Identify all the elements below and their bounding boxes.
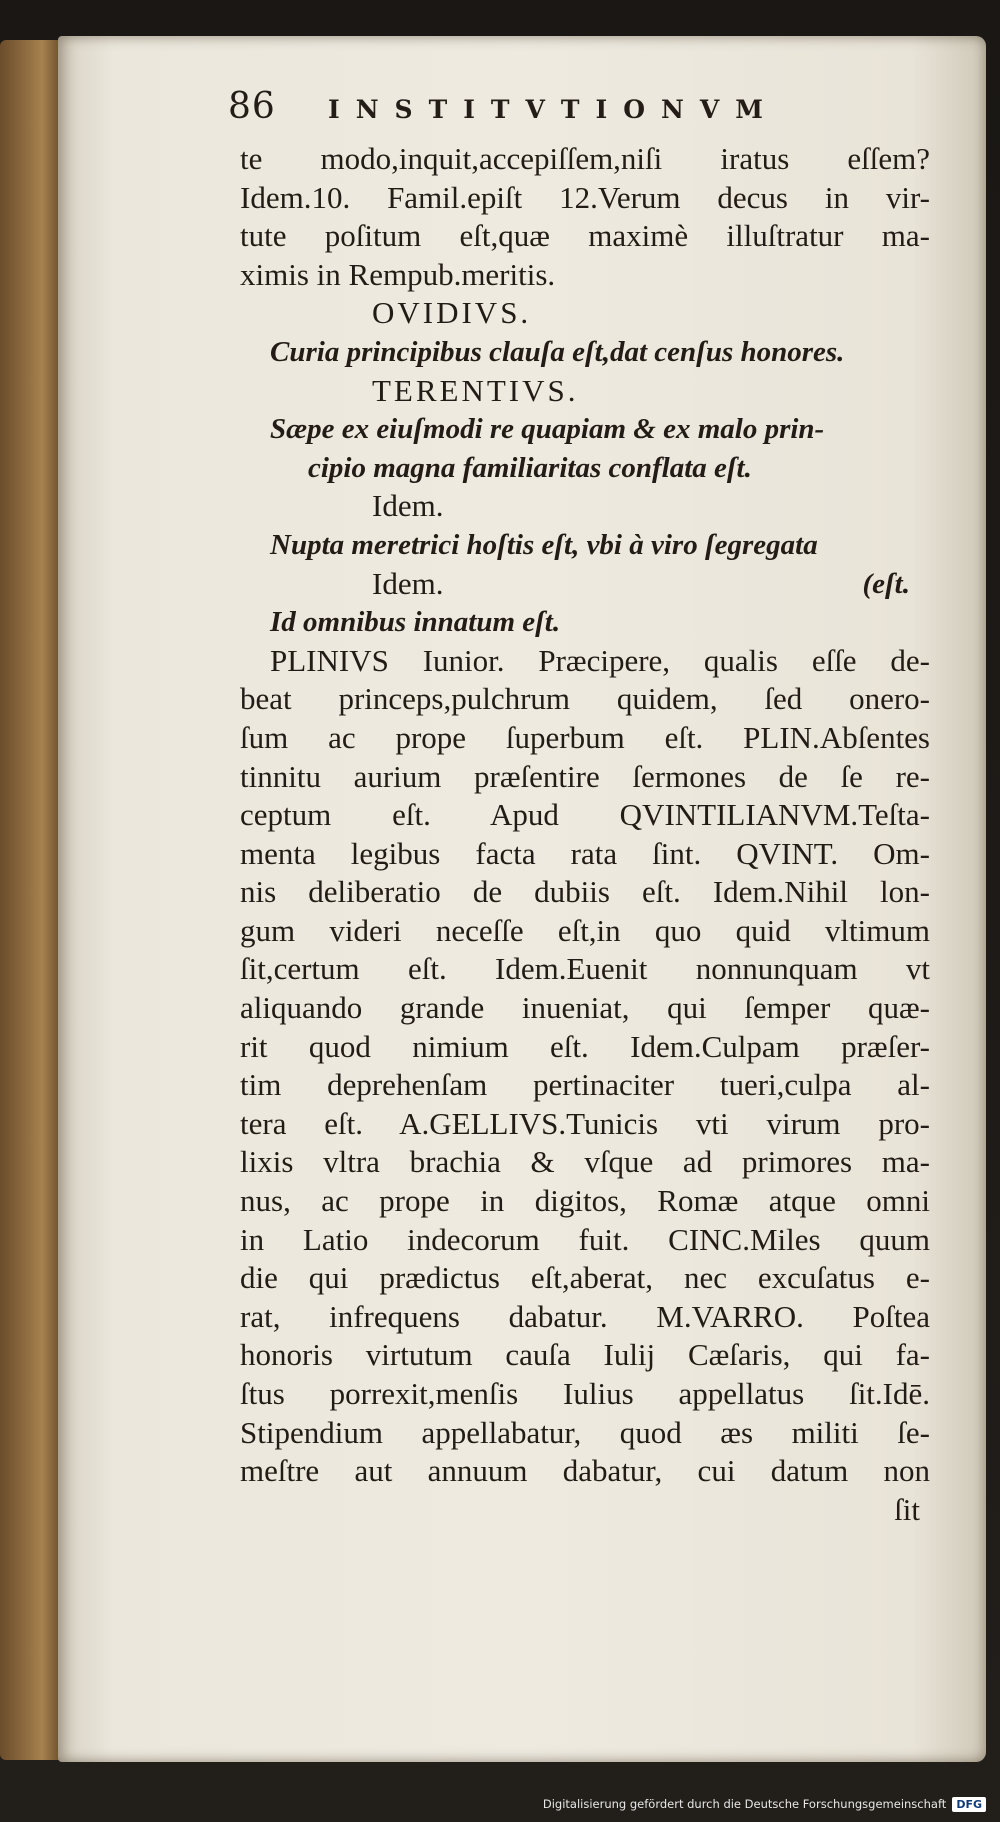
- running-title: INSTITVTIONVM: [328, 95, 779, 124]
- text-line: beat princeps,pulchrum quidem, ſed onero-: [240, 681, 930, 717]
- text-line: ſum ac prope ſuperbum eſt. PLIN.Abſentes: [240, 719, 930, 755]
- author-heading: TERENTIVS.: [372, 372, 579, 408]
- dfg-logo: DFG: [952, 1797, 986, 1812]
- text-line: ſtus porrexit,menſis Iulius appellatus ſit.Idē.: [240, 1376, 930, 1411]
- quotation-line: Curia principibus clauſa eſt,dat cenſus honores.: [270, 335, 845, 368]
- digitization-footer: [543, 1792, 986, 1816]
- quotation-line: Id omnibus innatum eſt.: [270, 606, 561, 639]
- text-line: tim deprehenſam pertinaciter tueri,culpa al-: [240, 1067, 930, 1103]
- text-line: lixis vltra brachia & vſque ad primores ma-: [240, 1144, 930, 1180]
- author-heading: Idem.: [372, 488, 444, 524]
- text-line: nus, ac prope in digitos, Romæ atque omni: [240, 1183, 930, 1219]
- text-line: aliquando grande inueniat, qui ſemper quæ-: [240, 990, 930, 1026]
- author-heading: [240, 565, 930, 604]
- text-line: tute poſitum eſt,quæ maximè illuſtratur ma-: [240, 218, 930, 254]
- author-heading: OVIDIVS.: [372, 295, 532, 331]
- turnover-fragment: (eſt.: [862, 567, 910, 600]
- text-line: ſit,certum eſt. Idem.Euenit nonnunquam vt: [240, 951, 930, 987]
- footer-credit: Digitalisierung gefördert durch die Deutsche Forschungsgemeinschaft: [542, 1797, 947, 1811]
- text-line: PLINIVS Iunior. Præcipere, qualis eſſe de-: [270, 642, 930, 678]
- body-text: [240, 140, 930, 1529]
- text-line: die qui prædictus eſt,aberat, nec excuſatus e-: [240, 1260, 930, 1296]
- text-line: te modo,inquit,accepiſſem,niſi iratus eſſem?: [240, 141, 930, 176]
- text-line: tinnitu aurium præſentire ſermones de ſe re-: [240, 758, 930, 794]
- text-line: rit quod nimium eſt. Idem.Culpam præſer-: [240, 1028, 930, 1064]
- text-line: tera eſt. A.GELLIVS.Tunicis vti virum pro-: [240, 1105, 930, 1141]
- catchword: ſit: [894, 1491, 920, 1527]
- text-line: menta legibus facta rata ſint. QVINT. Om-: [240, 835, 930, 871]
- text-line: meſtre aut annuum dabatur, cui datum non: [240, 1453, 930, 1489]
- text-line: honoris virtutum cauſa Iulij Cæſaris, qui fa-: [240, 1337, 930, 1373]
- author-name: Idem.: [372, 565, 444, 601]
- text-line: ceptum eſt. Apud QVINTILIANVM.Teſta-: [240, 797, 930, 833]
- quotation-line: Nupta meretrici hoſtis eſt, vbi à viro ſegregata: [270, 528, 818, 561]
- text-line: ximis in Rempub.meritis.: [240, 256, 556, 292]
- quotation-line: Sæpe ex eiuſmodi re quapiam & ex malo prin-: [270, 413, 825, 446]
- running-head: [228, 86, 908, 136]
- text-line: Idem.10. Famil.epiſt 12.Verum decus in vir-: [240, 179, 930, 215]
- text-line: rat, infrequens dabatur. M.VARRO. Poſtea: [240, 1298, 930, 1334]
- text-line: nis deliberatio de dubiis eſt. Idem.Nihil lon-: [240, 874, 930, 910]
- text-line: Stipendium appellabatur, quod æs militi ſe-: [240, 1414, 930, 1450]
- page-number: 86: [228, 86, 276, 127]
- quotation-line: cipio magna familiaritas conflata eſt.: [308, 451, 752, 484]
- text-line: gum videri neceſſe eſt,in quo quid vltimum: [240, 912, 930, 948]
- text-line: in Latio indecorum fuit. CINC.Miles quum: [240, 1221, 930, 1257]
